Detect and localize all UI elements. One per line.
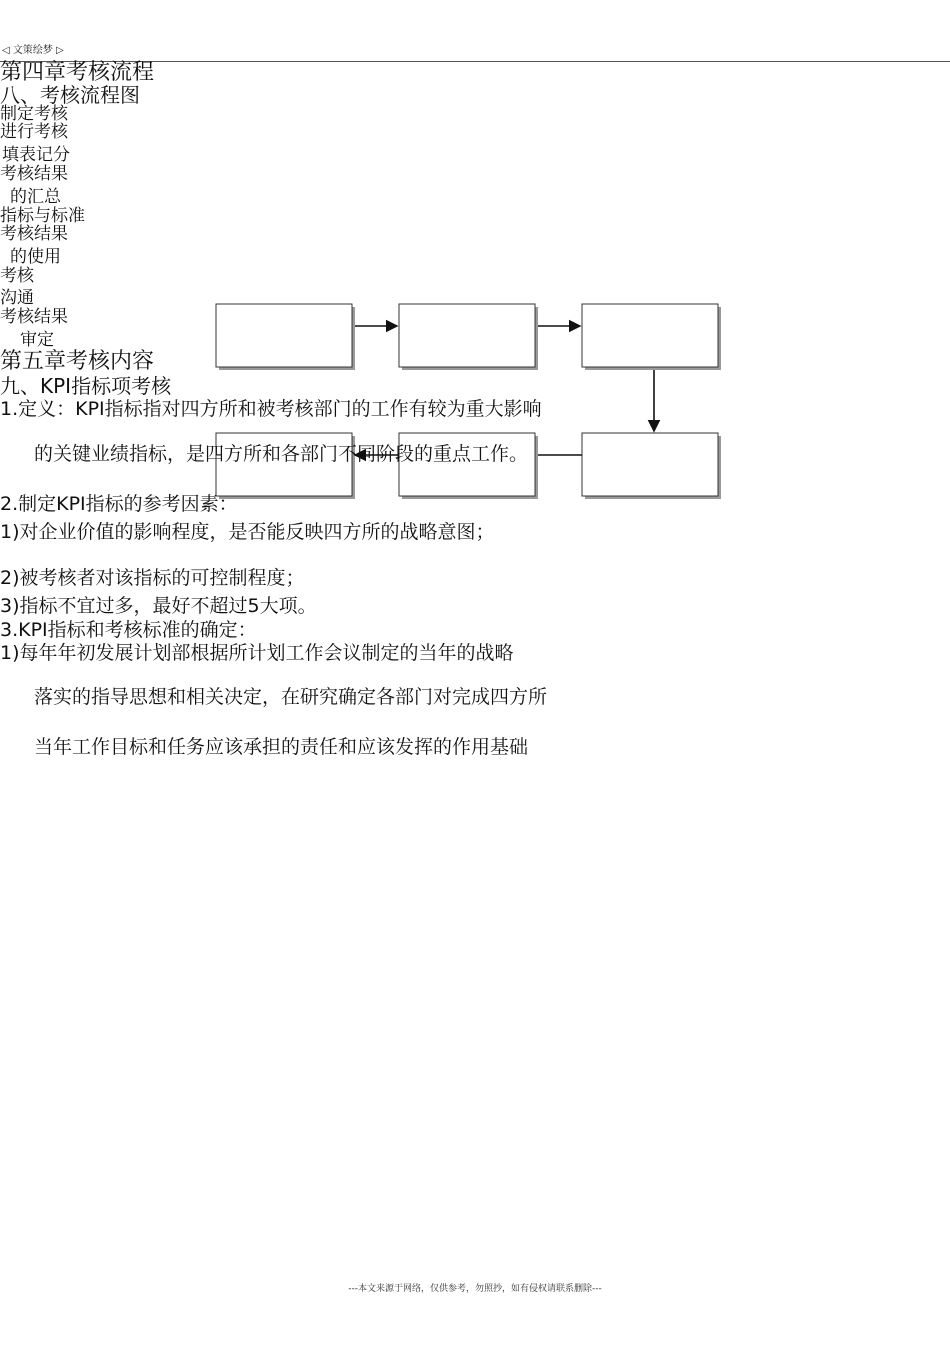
factor-item-3: 3)指标不宜过多，最好不超过5大项。 [0,595,317,617]
confirm-line-3: 当年工作目标和任务应该承担的责任和应该发挥的作用基础 [34,736,529,758]
flow-box-4 [582,433,718,496]
flow-label: 审定 [20,330,54,350]
factor-item-1: 1)对企业价值的影响程度，是否能反映四方所的战略意图； [0,521,495,543]
confirm-line-1: 1)每年年初发展计划部根据所计划工作会议制定的当年的战略 [0,642,514,664]
section8-heading: 八、考核流程图 [0,83,140,107]
flow-box-3 [582,304,718,367]
flow-label: 考核结果 [0,307,68,327]
chapter4-title: 第四章考核流程 [0,60,155,85]
flow-label: 填表记分 [2,145,70,165]
flow-label: 的使用 [10,247,61,267]
confirm-line-2: 落实的指导思想和相关决定，在研究确定各部门对完成四方所 [34,686,548,708]
flow-label: 沟通 [0,288,34,308]
confirm-heading: 3.KPI指标和考核标准的确定： [0,619,257,641]
factor-item-2: 2)被考核者对该指标的可控制程度； [0,567,305,589]
flow-label: 考核结果 [0,164,68,184]
flow-box-2 [399,304,535,367]
flow-label: 制定考核 [0,104,68,124]
chapter5-title: 第五章考核内容 [0,349,155,374]
header-text: ◁ 文策绘梦 ▷ [2,45,64,56]
section9-heading: 九、KPI指标项考核 [0,374,172,398]
factors-heading: 2.制定KPI指标的参考因素： [0,493,238,515]
footer-disclaimer: ---本文来源于网络，仅供参考，勿照抄，如有侵权请联系删除--- [348,1284,602,1294]
definition-line-2: 的关键业绩指标，是四方所和各部门不同阶段的重点工作。 [34,443,529,465]
flow-label: 的汇总 [10,187,61,207]
flow-label: 考核结果 [0,224,68,244]
flow-label: 考核 [0,266,34,286]
flow-label: 进行考核 [0,122,68,142]
flow-label: 指标与标准 [0,206,85,226]
definition-line-1: 1.定义：KPI指标指对四方所和被考核部门的工作有较为重大影响 [0,398,542,420]
flow-box-1 [216,304,352,367]
